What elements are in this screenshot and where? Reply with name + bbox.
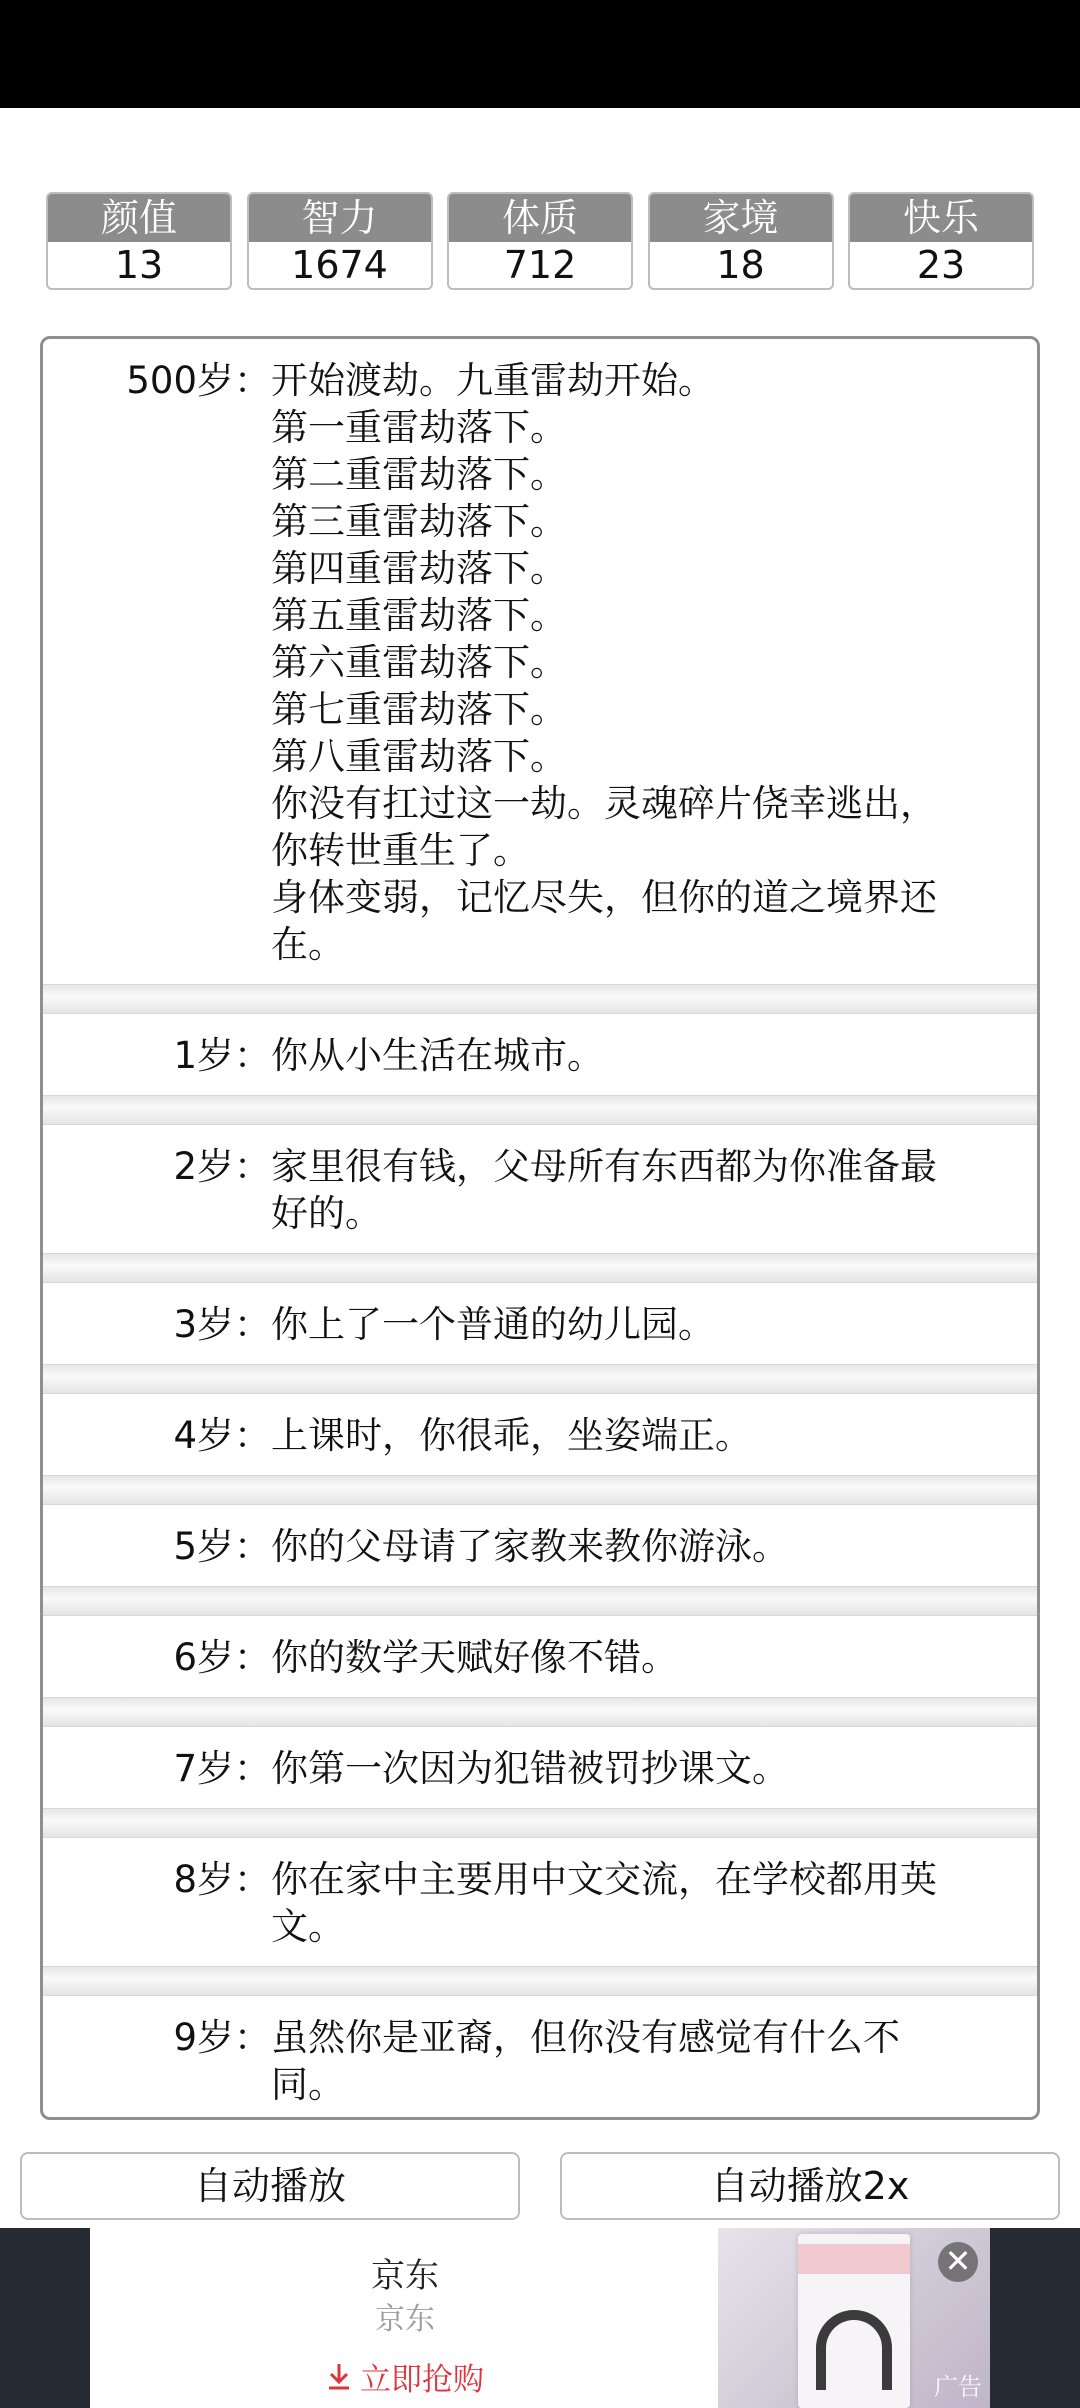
entry-line: 好的。	[271, 1192, 382, 1235]
ad-banner[interactable]	[0, 2228, 1080, 2408]
log-entry	[43, 1838, 1037, 1950]
entry-line: 你的父母请了家教来教你游泳。	[271, 1525, 789, 1568]
entry-line: 你的数学天赋好像不错。	[271, 1636, 678, 1679]
ad-card[interactable]	[90, 2228, 990, 2408]
entry-divider	[43, 1095, 1037, 1125]
stat-label: 体质	[449, 194, 631, 242]
entry-text	[271, 1143, 997, 1237]
entry-divider	[43, 1475, 1037, 1505]
entry-age: 4岁：	[173, 1414, 271, 1457]
entry-line: 文。	[271, 1905, 345, 1948]
auto-play-2x-button[interactable]: 自动播放2x	[560, 2152, 1060, 2220]
ad-cta-link[interactable]	[90, 2354, 720, 2399]
stat-label: 家境	[650, 194, 832, 242]
entry-age: 8岁：	[173, 1858, 271, 1901]
entry-line: 第八重雷劫落下。	[271, 735, 567, 778]
auto-play-button[interactable]: 自动播放	[20, 2152, 520, 2220]
entry-age: 2岁：	[173, 1145, 271, 1188]
entry-line: 你从小生活在城市。	[271, 1034, 604, 1077]
entry-line: 你上了一个普通的幼儿园。	[271, 1303, 715, 1346]
log-entry	[43, 1996, 1037, 2108]
download-arrow-icon	[326, 2362, 352, 2398]
stat-happiness	[848, 192, 1034, 290]
stats-bar	[46, 192, 1034, 290]
headphone-icon	[816, 2310, 892, 2390]
entry-line: 你转世重生了。	[271, 829, 530, 872]
entry-line: 第四重雷劫落下。	[271, 547, 567, 590]
close-icon[interactable]: ✕	[938, 2242, 978, 2282]
playback-controls	[20, 2152, 1060, 2220]
entry-line: 你没有扛过这一劫。灵魂碎片侥幸逃出，	[271, 782, 937, 825]
log-entry	[43, 1727, 1037, 1792]
stat-value: 23	[916, 243, 966, 287]
entry-line: 家里很有钱，父母所有东西都为你准备最	[271, 1145, 937, 1188]
entry-text	[271, 2014, 997, 2108]
entry-age: 9岁：	[173, 2016, 271, 2059]
entry-divider	[43, 1364, 1037, 1394]
entry-age: 1岁：	[173, 1034, 271, 1077]
entry-text	[271, 1032, 997, 1079]
entry-line: 同。	[271, 2063, 345, 2106]
log-entry	[43, 1505, 1037, 1570]
ad-title: 京东	[371, 2256, 439, 2296]
entry-text	[271, 1634, 997, 1681]
entry-line: 在。	[271, 923, 345, 966]
headphone-package-image	[798, 2234, 910, 2408]
entry-divider	[43, 1253, 1037, 1283]
ad-product-image[interactable]	[718, 2228, 990, 2408]
life-log-panel[interactable]	[40, 336, 1040, 2120]
entry-divider	[43, 1697, 1037, 1727]
log-entry	[43, 339, 1037, 968]
entry-text	[271, 1856, 997, 1950]
entry-line: 第七重雷劫落下。	[271, 688, 567, 731]
entry-text	[271, 1523, 997, 1570]
entry-text	[271, 1412, 997, 1459]
stat-value: 13	[114, 243, 164, 287]
entry-line: 第六重雷劫落下。	[271, 641, 567, 684]
entry-age: 6岁：	[173, 1636, 271, 1679]
entry-divider	[43, 1586, 1037, 1616]
log-entry	[43, 1014, 1037, 1079]
entry-line: 第五重雷劫落下。	[271, 594, 567, 637]
entry-line: 上课时，你很乖，坐姿端正。	[271, 1414, 752, 1457]
life-log-list	[43, 339, 1037, 2120]
entry-age: 500岁：	[126, 359, 271, 402]
entry-line: 第二重雷劫落下。	[271, 453, 567, 496]
stat-appearance	[46, 192, 232, 290]
stat-value: 18	[716, 243, 765, 287]
stat-constitution	[447, 192, 633, 290]
entry-divider	[43, 1808, 1037, 1838]
ad-tag: 广告	[934, 2373, 982, 2401]
package-brand-band	[798, 2244, 910, 2274]
stat-label: 智力	[249, 194, 431, 242]
entry-age: 7岁：	[173, 1747, 271, 1790]
log-entry	[43, 1283, 1037, 1348]
entry-line: 身体变弱，记忆尽失，但你的道之境界还	[271, 876, 937, 919]
stat-value: 712	[503, 243, 577, 287]
entry-line: 你在家中主要用中文交流，在学校都用英	[271, 1858, 937, 1901]
stat-intelligence	[247, 192, 433, 290]
stat-label: 颜值	[48, 194, 230, 242]
stat-label: 快乐	[850, 194, 1032, 242]
entry-age: 5岁：	[173, 1525, 271, 1568]
ad-subtitle: 京东	[375, 2302, 435, 2337]
entry-line: 开始渡劫。九重雷劫开始。	[271, 359, 715, 402]
entry-divider	[43, 984, 1037, 1014]
entry-text	[271, 1745, 997, 1792]
log-entry	[43, 1125, 1037, 1237]
entry-line: 第一重雷劫落下。	[271, 406, 567, 449]
stat-value: 1674	[291, 243, 388, 287]
entry-divider	[43, 1966, 1037, 1996]
entry-line: 第三重雷劫落下。	[271, 500, 567, 543]
entry-text	[271, 357, 997, 968]
stat-family	[648, 192, 834, 290]
entry-line: 虽然你是亚裔，但你没有感觉有什么不	[271, 2016, 900, 2059]
entry-age: 3岁：	[173, 1303, 271, 1346]
log-entry	[43, 1616, 1037, 1681]
status-bar	[0, 0, 1080, 108]
entry-text	[271, 1301, 997, 1348]
entry-line: 你第一次因为犯错被罚抄课文。	[271, 1747, 789, 1790]
log-entry	[43, 1394, 1037, 1459]
ad-cta-label: 立即抢购	[360, 2362, 484, 2398]
